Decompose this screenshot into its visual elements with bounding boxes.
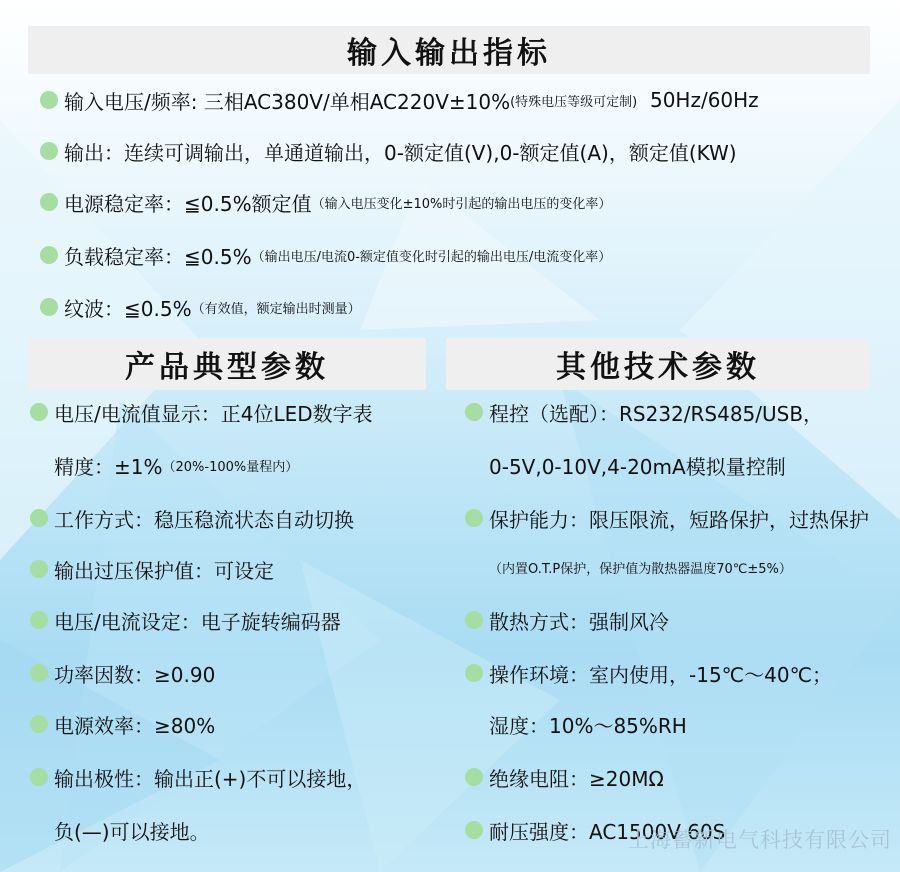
spec-note: (特殊电压等级可定制): [510, 94, 638, 110]
other-item: [465, 605, 669, 635]
product-item: [30, 605, 341, 635]
io-specs-header: 输入输出指标: [28, 26, 870, 74]
bullet-dot-icon: [40, 193, 58, 211]
item-text: 负(—)可以接地。: [54, 819, 210, 844]
bullet-dot-icon: [465, 611, 483, 629]
spec-text: 电源稳定率：≦0.5%额定值: [64, 191, 312, 216]
item-text: 电源效率：≥80%: [54, 713, 216, 738]
spec-text: 纹波：≦0.5%: [64, 296, 192, 321]
item-text: 程控（选配）：RS232/RS485/USB，: [489, 401, 824, 426]
product-item: [30, 709, 215, 739]
bullet-dot-icon: [30, 509, 48, 527]
item-text: 工作方式：稳压稳流状态自动切换: [54, 507, 354, 532]
spec-extra: 50Hz/60Hz: [637, 88, 759, 112]
other-item: [489, 552, 792, 582]
product-item: [30, 503, 354, 533]
product-item: [54, 450, 298, 480]
other-item: [489, 709, 687, 739]
spec-text: 输入电压/频率: 三相AC380V/单相AC220V±10%: [64, 89, 511, 114]
item-text: 电压/电流值显示：正4位LED数字表: [54, 401, 373, 426]
product-item: [30, 397, 373, 427]
item-note: （内置O.T.P保护，保护值为散热器温度70℃±5%）: [489, 561, 792, 577]
other-item: [465, 658, 832, 688]
bullet-dot-icon: [30, 560, 48, 578]
item-text: 保护能力：限压限流，短路保护，过热保护: [489, 507, 869, 532]
spec-text: 负载稳定率：≦0.5%: [64, 244, 252, 269]
item-text: 散热方式：强制风冷: [489, 609, 669, 634]
item-note: （20%-100%量程内）: [162, 459, 299, 475]
spec-output: [40, 136, 737, 166]
bullet-dot-icon: [30, 768, 48, 786]
bullet-dot-icon: [465, 509, 483, 527]
bullet-dot-icon: [30, 715, 48, 733]
other-item: [465, 503, 869, 533]
other-item: [465, 397, 823, 427]
product-item: [54, 815, 210, 845]
bullet-dot-icon: [40, 246, 58, 264]
item-text: 0-5V,0-10V,4-20mA模拟量控制: [489, 454, 786, 479]
bullet-dot-icon: [465, 821, 483, 839]
item-text: 输出过压保护值：可设定: [54, 558, 274, 583]
product-item: [30, 658, 215, 688]
bullet-dot-icon: [465, 403, 483, 421]
bullet-dot-icon: [30, 664, 48, 682]
bullet-dot-icon: [40, 91, 58, 109]
bullet-dot-icon: [465, 768, 483, 786]
item-text: 功率因数：≥0.90: [54, 662, 216, 687]
item-text: 湿度：10%～85%RH: [489, 713, 687, 738]
spec-note: （输出电压/电流0-额定值变化时引起的输出电压/电流变化率）: [251, 249, 612, 265]
product-item: [30, 554, 274, 584]
item-text: 精度：±1%: [54, 454, 163, 479]
bullet-dot-icon: [30, 611, 48, 629]
product-item: [30, 762, 366, 792]
spec-input-voltage: [40, 85, 759, 115]
item-text: 操作环境：室内使用，-15℃～40℃；: [489, 662, 833, 687]
other-params-header: 其他技术参数: [446, 338, 870, 390]
other-item: [465, 762, 664, 792]
item-text: 耐压强度：AC1500V 60S: [489, 819, 726, 844]
spec-note: （输入电压变化±10%时引起的输出电压的变化率）: [311, 196, 612, 212]
spec-note: （有效值，额定输出时测量）: [191, 301, 361, 317]
spec-ripple: [40, 292, 361, 322]
product-params-header: 产品典型参数: [28, 338, 426, 390]
bullet-dot-icon: [465, 664, 483, 682]
spec-text: 输出：连续可调输出，单通道输出，0-额定值(V),0-额定值(A)，额定值(KW): [64, 140, 737, 165]
spec-load-stability: [40, 240, 611, 270]
spec-source-stability: [40, 187, 611, 217]
bullet-dot-icon: [40, 142, 58, 160]
item-text: 绝缘电阻：≥20MΩ: [489, 766, 664, 791]
bullet-dot-icon: [30, 403, 48, 421]
company-watermark: 上海蓄新电气科技有限公司: [628, 828, 892, 852]
bullet-dot-icon: [40, 298, 58, 316]
item-text: 输出极性：输出正(+)不可以接地，: [54, 766, 367, 791]
other-item: [489, 450, 786, 480]
item-text: 电压/电流设定：电子旋转编码器: [54, 609, 341, 634]
